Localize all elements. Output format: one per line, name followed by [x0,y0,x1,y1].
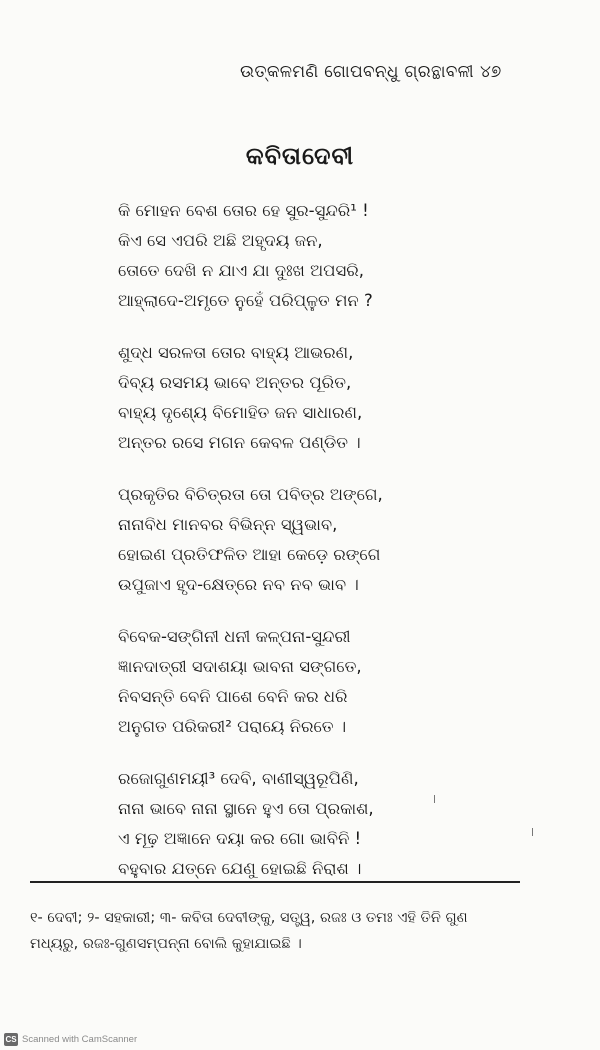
footnote-divider [30,881,520,883]
scanner-watermark [4,1031,137,1047]
stanza-3 [118,480,478,600]
poem-line: ଆହ୍ଲାଦେ-ଅମୃତେ ନୁହେଁ ପରିପ୍ଳୁତ ମନ ? [118,291,373,310]
footnote-line: ମଧ୍ୟରୁ, ରଜଃ-ଗୁଣସମ୍ପନ୍ନା ବୋଲି କୁହାଯାଇଛି । [30,936,302,952]
camscanner-logo-icon: CS [5,1034,17,1044]
poem-line: ହୋଇଣ ପ୍ରତିଫଳିତ ଆହା କେଡ଼େ ରଙ୍ଗେ [118,545,381,564]
running-header [0,62,600,92]
scan-speck [532,828,533,836]
poem-line: ଜ୍ଞାନଦାତ୍ରୀ ସଦାଶୟା ଭାବନା ସଙ୍ଗତେ, [118,657,362,676]
poem-line: ବିବେକ-ସଙ୍ଗିନୀ ଧନୀ କଳ୍ପନା-ସୁନ୍ଦରୀ [118,627,351,646]
poem-line: ନାନା ଭାବେ ନାନା ସ୍ଥାନେ ହୁଏ ତୋ ପ୍ରକାଶ, [118,799,374,818]
stanza-1 [118,196,478,316]
stanza-5 [118,764,478,884]
poem-line: ରଜୋଗୁଣମୟୀ³ ଦେବି, ବାଣୀସ୍ୱରୂପିଣି, [118,769,359,788]
scanner-watermark-text: Scanned with CamScanner [22,1033,138,1045]
poem-line: ଅନ୍ତର ରସେ ମଗନ କେବଳ ପଣ୍ଡିତ । [118,433,361,452]
page-number: ୪୭ [480,62,502,82]
poem-line: ବାହ୍ୟ ଦୃଶ୍ୟେ ବିମୋହିତ ଜନ ସାଧାରଣ, [118,403,363,422]
poem-line: ଏ ମୂଢ଼ ଅଜ୍ଞାନେ ଦୟା କର ଗୋ ଭାବିନି ! [118,829,362,848]
poem-line: ନିବସନ୍ତି ବେନି ପାଶେ ବେନି କର ଧରି [118,687,348,706]
stanza-4 [118,622,478,742]
footnote-line: ୧- ଦେବୀ; ୨- ସହକାରୀ; ୩- କବିତା ଦେବୀଙ୍କୁ, ସତ୍ତ୍ୱ, ରଜଃ ଓ ତମଃ ଏହି ତିନି ଗୁଣ [30,910,468,926]
poem-line: ନାନାବିଧ ମାନବର ବିଭିନ୍ନ ସ୍ୱଭାବ, [118,515,338,534]
poem-line: ବହୁବାର ଯତ୍ନେ ଯେଣୁ ହୋଇଛି ନିରାଶ । [118,859,362,878]
poem-line: କିଏ ସେ ଏପରି ଅଛି ଅହୃଦୟ ଜନ, [118,231,323,250]
poem-line: ଦିବ୍ୟ ରସମୟ ଭାବେ ଅନ୍ତର ପୂରିତ, [118,373,352,392]
scan-speck [434,795,435,803]
poem-line: ତୋତେ ଦେଖି ନ ଯାଏ ଯା ଦୁଃଖ ଅପସରି, [118,261,364,280]
stanza-2 [118,338,478,458]
poem-line: ଅନୁଗତ ପରିକରୀ² ପରାୟେ ନିରତେ । [118,717,347,736]
poem-line: ଉପୁଜାଏ ହୃଦ-କ୍ଷେତ୍ରେ ନବ ନବ ଭାବ । [118,575,359,594]
footnotes [30,905,570,957]
poem-title: କବିତାଦେବୀ [245,142,355,170]
poem-line: ଶୁଦ୍ଧ ସରଳତା ତୋର ବାହ୍ୟ ଆଭରଣ, [118,343,354,362]
running-title: ଉତ୍କଳମଣି ଗୋପବନ୍ଧୁ ଗ୍ରନ୍ଥାବଳୀ [240,62,474,82]
poem-line: ପ୍ରକୃତିର ବିଚିତ୍ରତା ତୋ ପବିତ୍ର ଅଙ୍ଗେ, [118,485,383,504]
poem-line: କି ମୋହନ ବେଶ ତୋର ହେ ସୁର-ସୁନ୍ଦରି¹ ! [118,201,369,220]
poem-body [118,196,478,906]
